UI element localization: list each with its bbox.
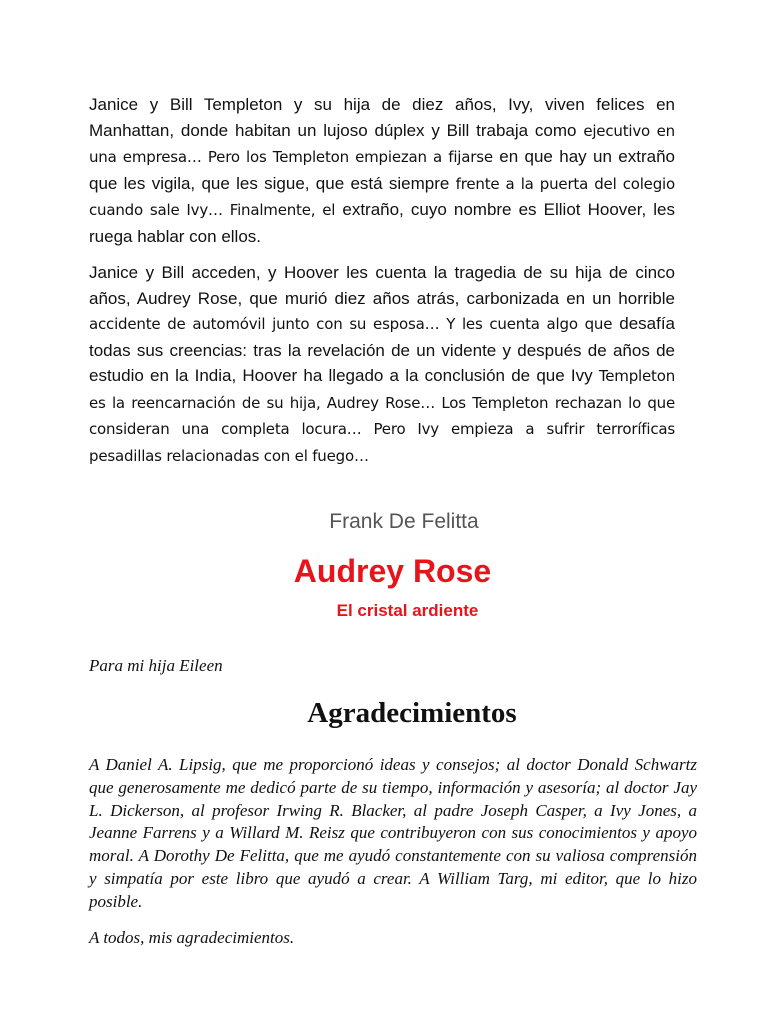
synopsis-2-line-7: rechazan lo que consideran una completa locura… Pero Ivy empieza a bbox=[89, 393, 675, 438]
synopsis-2-line-3: accidente de automóvil junto con su esposa… Y les cuenta algo que bbox=[89, 315, 613, 333]
author-name: Frank De Felitta bbox=[329, 510, 479, 533]
synopsis-paragraph-2 bbox=[89, 260, 675, 469]
acknowledgements-heading: Agradecimientos bbox=[307, 697, 517, 729]
book-title: Audrey Rose bbox=[293, 553, 492, 589]
synopsis-1-line-1: Janice y Bill Templeton y su hija de diez años, Ivy, viven felices en bbox=[89, 95, 675, 114]
acknowledgements-body: A Daniel A. Lipsig, que me proporcionó ideas y consejos; al doctor Donald Schwartz que generosamente me dedicó parte de su tiempo, información y asesoría; al doctor Jay L. Dickerson, al profesor Irwing R. Blacker, al padre Joseph Casper, a Ivy Jones, a Jeanne Farrens y a Willard M. Reisz que contribuyeron con sus conocimientos y apoyo moral. A Dorothy De Felitta, que me ayudó constantemente con su valiosa comprensión y simpatía por este libro que ayudó a crear. A William Targ, mi editor, que lo hizo posible. bbox=[89, 755, 697, 911]
synopsis-1-line-2: Manhattan, donde habitan un lujoso dúplex y Bill trabaja como bbox=[89, 120, 577, 140]
synopsis-2-line-8: sufrir terroríficas pesadillas relacionadas con el fuego… bbox=[89, 420, 675, 465]
acknowledgements-closing: A todos, mis agradecimientos. bbox=[89, 928, 295, 947]
synopsis-2-line-4: desafía todas sus creencias: tras la revelación de un vidente y después de bbox=[89, 314, 675, 360]
synopsis-2-line-1: Janice y Bill acceden, y Hoover les cuenta la tragedia de su hija de cinco bbox=[89, 263, 675, 282]
synopsis-1-line-5: frente a la puerta del colegio cuando sale Ivy… Finalmente, el bbox=[89, 174, 675, 219]
synopsis-1-line-6: extraño, cuyo nombre es Elliot Hoover, les ruega hablar con ellos. bbox=[89, 200, 675, 246]
synopsis-2-line-5: años de estudio en la India, Hoover ha llegado a la conclusión de que Ivy bbox=[89, 340, 675, 385]
book-subtitle: El cristal ardiente bbox=[336, 601, 479, 620]
synopsis-paragraph-1 bbox=[89, 92, 675, 249]
synopsis-1-line-3: ejecutivo en una empresa… Pero los Templeton empiezan a fijarse bbox=[89, 121, 675, 166]
synopsis-1-line-4: en que hay un extraño que les vigila, que les sigue, que está siempre bbox=[89, 147, 675, 193]
synopsis-2-line-6: Templeton es la reencarnación de su hija, Audrey Rose… Los Templeton bbox=[89, 367, 675, 412]
synopsis-2-line-2: años, Audrey Rose, que murió diez años atrás, carbonizada en un horrible bbox=[89, 288, 675, 308]
dedication: Para mi hija Eileen bbox=[89, 656, 223, 675]
